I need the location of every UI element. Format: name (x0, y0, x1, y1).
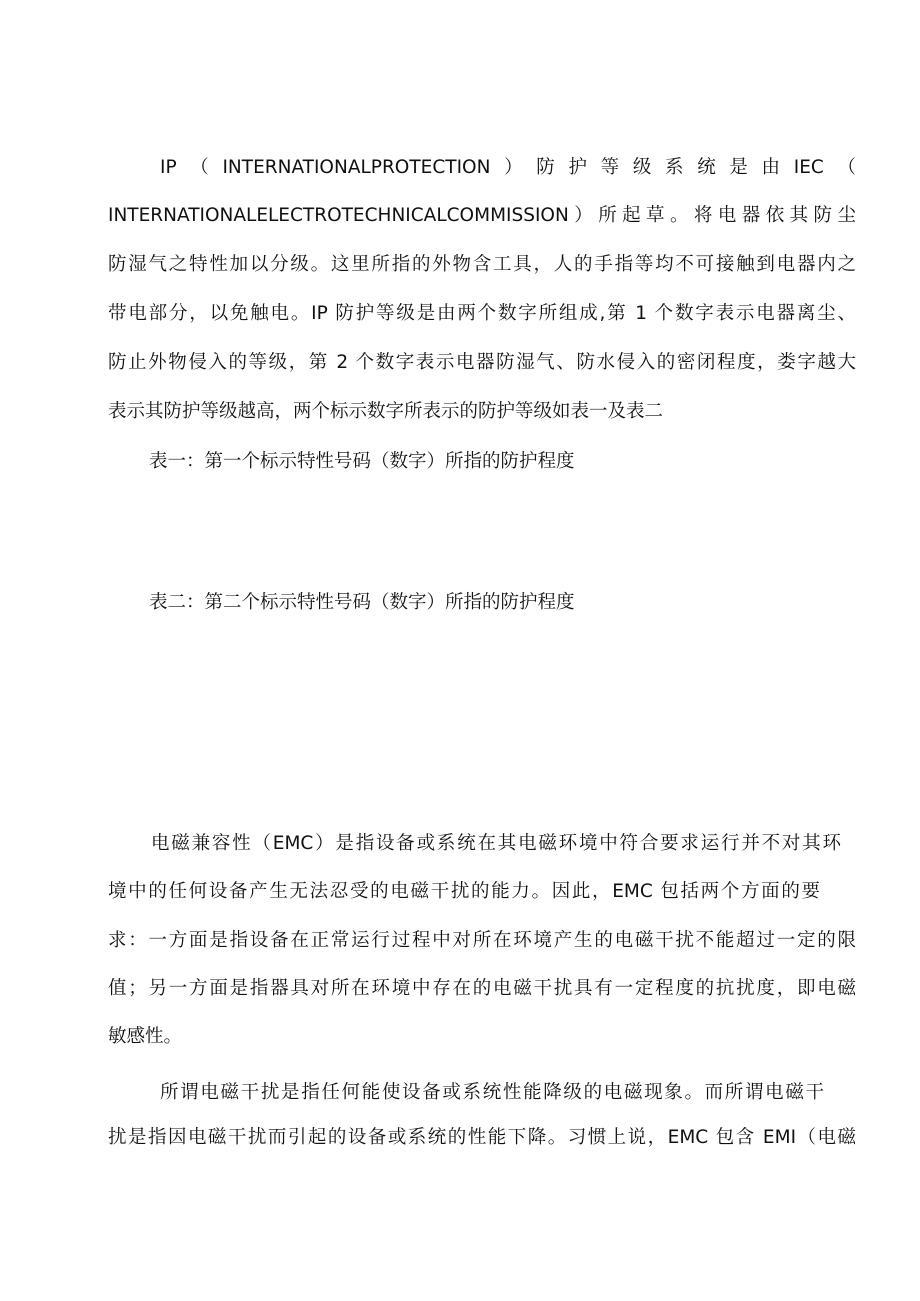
ip-intro-line-2: INTERNATIONALELECTROTECHNICALCOMMISSION）所起草。将电器依其防尘 (108, 205, 856, 226)
emc-definition-line-1: 电磁兼容性（EMC）是指设备或系统在其电磁环境中符合要求运行并不对其环 (151, 833, 841, 854)
emi-definition-line-2: 扰是指因电磁干扰而引起的设备或系统的性能下降。习惯上说，EMC 包含 EMI（电磁 (108, 1127, 856, 1148)
ip-intro-line-6: 表示其防护等级越高，两个标示数字所表示的防护等级如表一及表二 (108, 401, 664, 422)
emi-definition-line-1: 所谓电磁干扰是指任何能使设备或系统性能降级的电磁现象。而所谓电磁干 (160, 1082, 824, 1103)
table-one-caption: 表一：第一个标示特性号码（数字）所指的防护程度 (149, 451, 575, 472)
ip-intro-line-3: 防湿气之特性加以分级。这里所指的外物含工具，人的手指等均不可接触到电器内之 (108, 254, 856, 275)
ip-intro-line-5: 防止外物侵入的等级，第 2 个数字表示电器防湿气、防水侵入的密闭程度，娄字越大 (108, 352, 856, 373)
table-two-caption: 表二：第二个标示特性号码（数字）所指的防护程度 (149, 592, 575, 613)
emc-definition-line-3: 求：一方面是指设备在正常运行过程中对所在环境产生的电磁干扰不能超过一定的限 (108, 930, 856, 951)
emc-definition-line-4: 值；另一方面是指器具对所在环境中存在的电磁干扰具有一定程度的抗扰度，即电磁 (108, 978, 856, 999)
emc-definition-line-2: 境中的任何设备产生无法忍受的电磁干扰的能力。因此，EMC 包括两个方面的要 (108, 881, 820, 902)
ip-intro-line-1: IP（INTERNATIONALPROTECTION）防护等级系统是由IEC（ (160, 157, 856, 178)
emc-definition-line-5: 敏感性。 (108, 1026, 183, 1047)
ip-intro-line-4: 带电部分，以免触电。IP 防护等级是由两个数字所组成,第 1 个数字表示电器离尘、 (108, 303, 856, 324)
